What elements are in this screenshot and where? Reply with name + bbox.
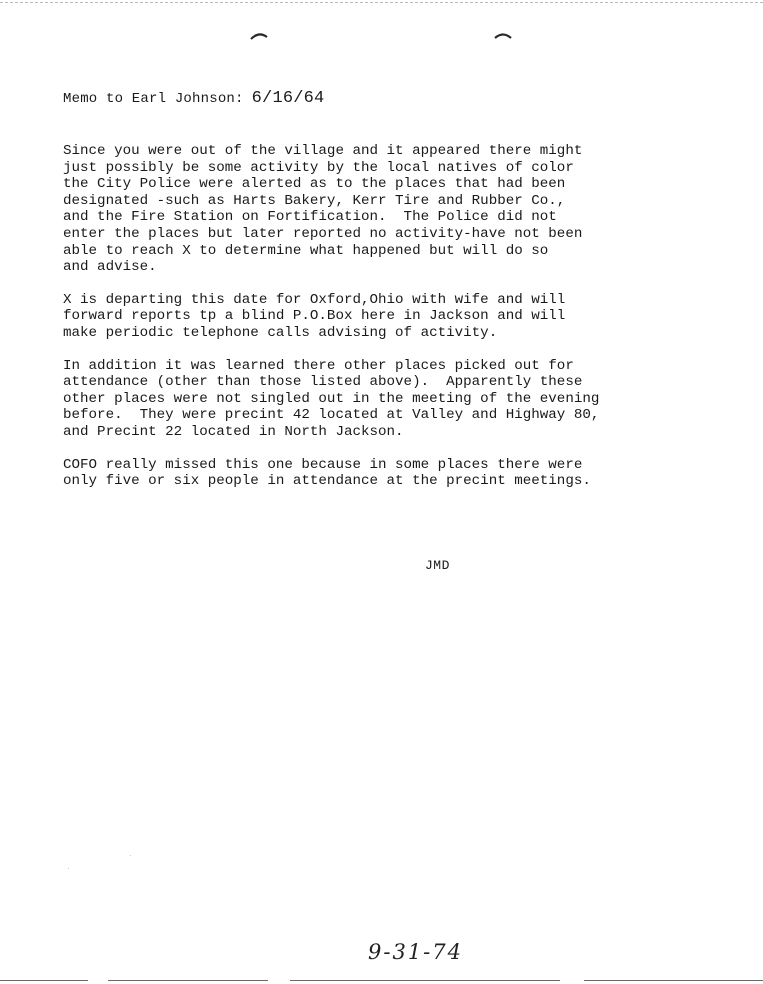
text-line: X is departing this date for Oxford,Ohio with wife and will xyxy=(63,291,566,308)
punch-hole-mark-right xyxy=(494,32,512,40)
memo-recipient: Memo to Earl Johnson: xyxy=(63,91,244,107)
text-line: make periodic telephone calls advising of activity. xyxy=(63,324,498,341)
text-line: and the Fire Station on Fortification. The Police did not xyxy=(63,209,557,226)
punch-hole-mark-left xyxy=(250,32,268,40)
text-line: only five or six people in attendance at the precint meetings. xyxy=(63,473,591,490)
text-line: COFO really missed this one because in some places there were xyxy=(63,456,583,473)
text-line: designated -such as Harts Bakery, Kerr Tire and Rubber Co., xyxy=(63,192,566,209)
paragraph-2 xyxy=(63,292,753,342)
text-line: enter the places but later reported no activity-have not been xyxy=(63,225,583,242)
text-line: the City Police were alerted as to the places that had been xyxy=(63,176,566,193)
handwritten-file-number: 9-31-74 xyxy=(368,940,463,964)
page-bottom-edge xyxy=(290,980,560,981)
signoff-initials: JMD xyxy=(425,558,450,573)
page-bottom-edge xyxy=(0,980,88,981)
memo-date: 6/16/64 xyxy=(251,89,325,108)
text-line: and advise. xyxy=(63,259,157,276)
paragraph-1 xyxy=(63,143,753,276)
memo-header xyxy=(63,89,324,108)
memo-body xyxy=(63,143,753,506)
page-bottom-edge xyxy=(108,980,268,981)
text-line: before. They were precint 42 located at Valley and Highway 80, xyxy=(63,407,600,424)
text-line: just possibly be some activity by the local natives of color xyxy=(63,159,574,176)
text-line: forward reports tp a blind P.O.Box here in Jackson and will xyxy=(63,308,566,325)
text-line: attendance (other than those listed above). Apparently these xyxy=(63,374,583,391)
page-top-edge xyxy=(0,2,763,3)
text-line: other places were not singled out in the meeting of the evening xyxy=(63,390,600,407)
text-line: In addition it was learned there other places picked out for xyxy=(63,357,574,374)
paragraph-3 xyxy=(63,358,753,441)
text-line: Since you were out of the village and it appeared there might xyxy=(63,143,583,159)
page-bottom-edge xyxy=(584,980,763,981)
paragraph-4 xyxy=(63,457,753,490)
paper-speck xyxy=(68,868,69,869)
text-line: and Precint 22 located in North Jackson. xyxy=(63,423,404,440)
paper-speck xyxy=(130,855,131,856)
text-line: able to reach X to determine what happened but will do so xyxy=(63,242,549,259)
